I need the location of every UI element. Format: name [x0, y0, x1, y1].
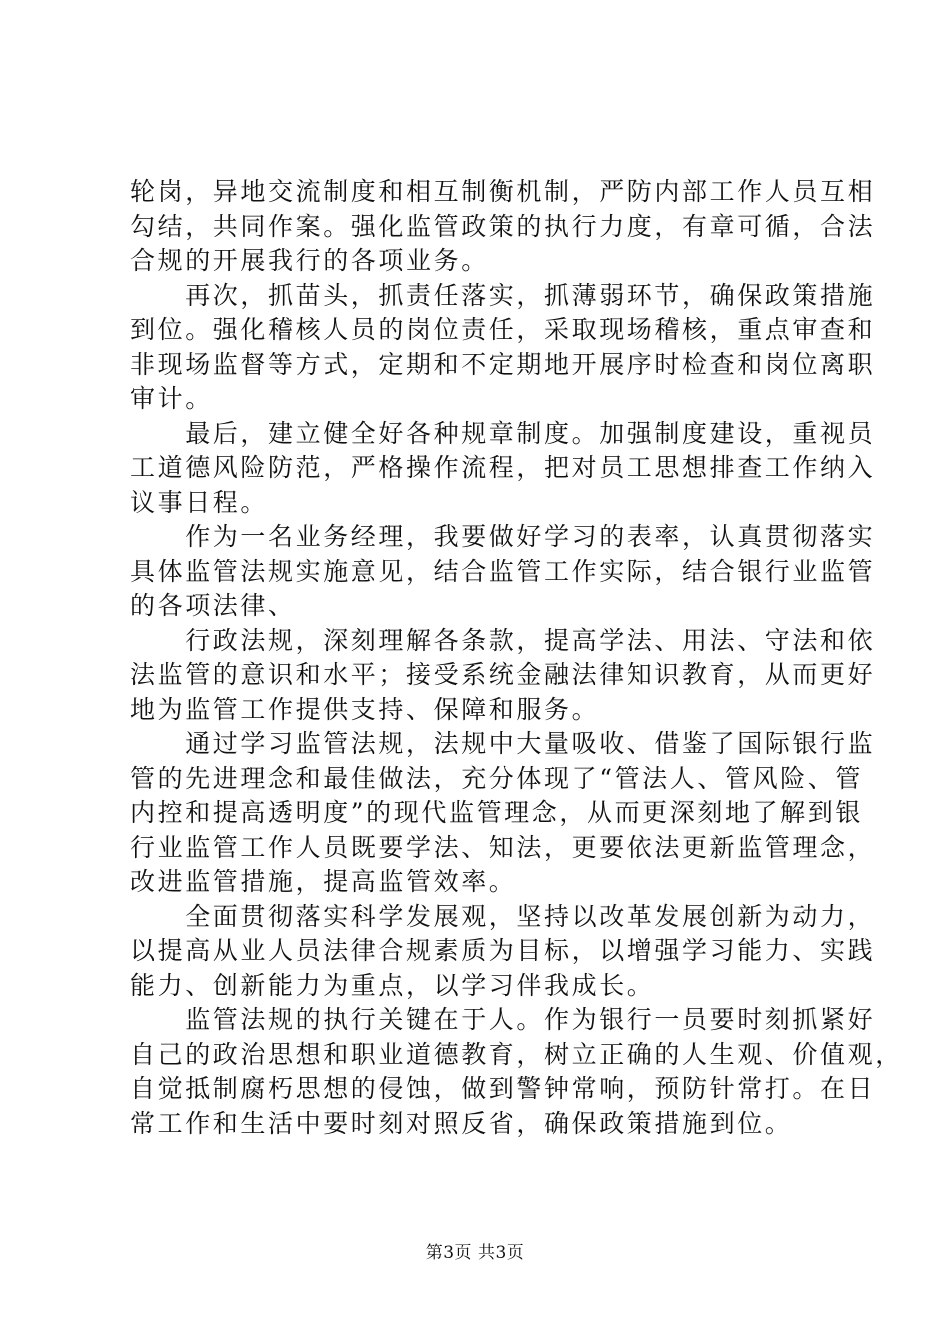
text-line: 自觉抵制腐朽思想的侵蚀，做到警钟常响，预防针常打。在日 [130, 1074, 876, 1103]
text-line: 议事日程。 [130, 487, 269, 517]
text-line: 管的先进理念和最佳做法，充分体现了“管法人、管风险、管 [130, 763, 863, 793]
text-line: 行政法规，深刻理解各条款，提高学法、用法、守法和依 [130, 625, 876, 655]
text-line: 再次，抓苗头，抓责任落实，抓薄弱环节，确保政策措施 [130, 280, 876, 310]
text-line: 轮岗，异地交流制度和相互制衡机制，严防内部工作人员互相 [130, 177, 876, 206]
text-line: 审计。 [130, 384, 213, 413]
text-line: 自己的政治思想和职业道德教育，树立正确的人生观、价值观， [130, 1039, 903, 1069]
text-line: 地为监管工作提供支持、保障和服务。 [130, 694, 600, 724]
text-line: 监管法规的执行关键在于人。作为银行一员要时刻抓紧好 [130, 1005, 876, 1034]
text-line: 合规的开展我行的各项业务。 [130, 246, 489, 275]
text-line: 改进监管措施，提高监管效率。 [130, 867, 517, 896]
text-line: 内控和提高透明度”的现代监管理念，从而更深刻地了解到银 [130, 798, 863, 827]
text-line: 通过学习监管法规，法规中大量吸收、借鉴了国际银行监 [130, 729, 876, 758]
page-number-footer: 第3页 共3页 [425, 1243, 525, 1263]
text-line: 以提高从业人员法律合规素质为目标，以增强学习能力、实践 [130, 936, 876, 965]
text-line: 的各项法律、 [130, 591, 296, 620]
text-line: 行业监管工作人员既要学法、知法，更要依法更新监管理念， [130, 832, 876, 862]
text-line: 法监管的意识和水平；接受系统金融法律知识教育，从而更好 [130, 660, 876, 689]
text-line: 具体监管法规实施意见，结合监管工作实际，结合银行业监管 [130, 556, 876, 586]
text-line: 作为一名业务经理，我要做好学习的表率，认真贯彻落实 [130, 522, 876, 551]
document-body [130, 175, 903, 1141]
text-line: 能力、创新能力为重点，以学习伴我成长。 [130, 970, 655, 1000]
text-line: 到位。强化稽核人员的岗位责任，采取现场稽核，重点审查和 [130, 315, 876, 344]
text-line: 勾结，共同作案。强化监管政策的执行力度，有章可循，合法 [130, 211, 876, 241]
text-line: 最后，建立健全好各种规章制度。加强制度建设，重视员 [130, 418, 876, 448]
text-line: 常工作和生活中要时刻对照反省，确保政策措施到位。 [130, 1108, 793, 1138]
text-line: 全面贯彻落实科学发展观，坚持以改革发展创新为动力， [130, 901, 876, 931]
text-line: 工道德风险防范，严格操作流程，把对员工思想排查工作纳入 [130, 453, 876, 482]
text-line: 非现场监督等方式，定期和不定期地开展序时检查和岗位离职 [130, 349, 876, 379]
